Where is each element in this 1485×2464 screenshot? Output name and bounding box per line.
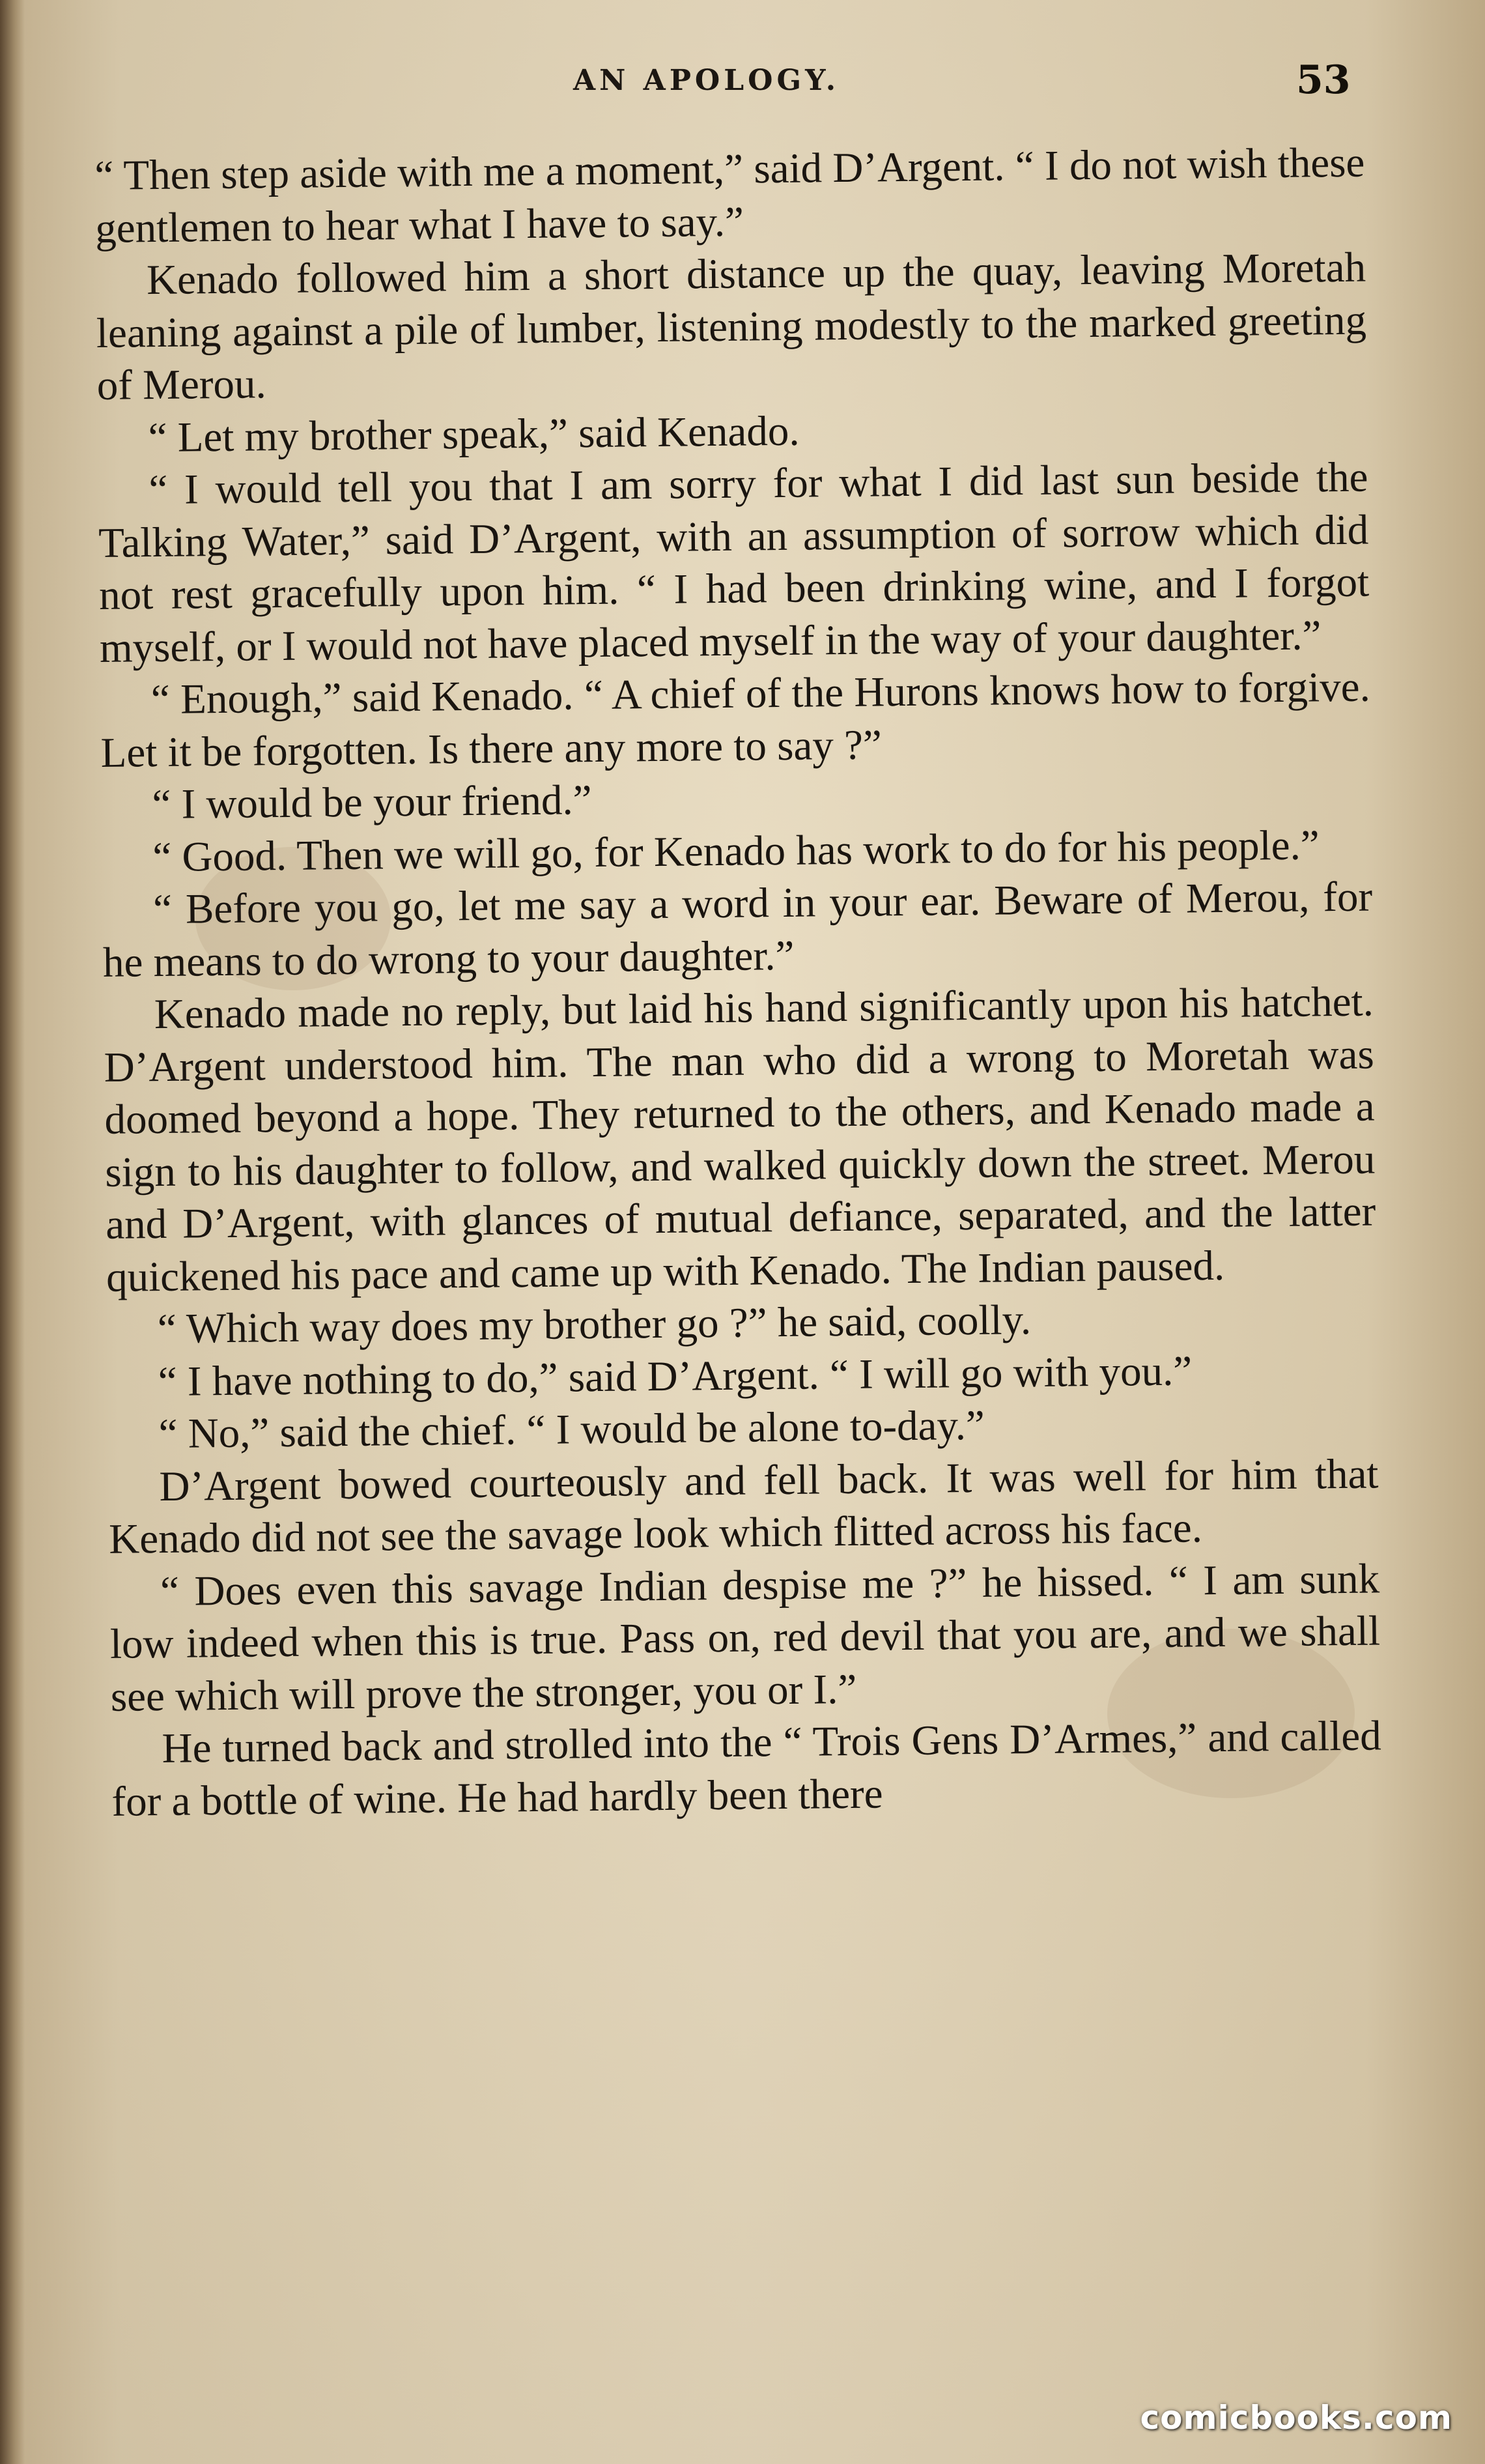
paragraph: “ Good. Then we will go, for Kenado has work to do for his people.” — [152, 821, 1320, 881]
paragraph: “ Let my brother speak,” said Kenado. — [148, 407, 800, 461]
running-head — [0, 57, 1485, 109]
header-title: AN APOLOGY. — [573, 64, 840, 97]
paragraph: “ Then step aside with me a moment,” said D’Argent. “ I do not wish these gentlemen to hear what I have to say.” — [94, 139, 1365, 252]
paragraph: “ Which way does my brother go ?” he said, coolly. — [157, 1296, 1032, 1353]
paragraph: “ I would be your friend.” — [152, 777, 592, 829]
page-number: 53 — [1296, 57, 1351, 103]
paragraph: “ Does even this savage Indian despise me ?” he hissed. “ I am sunk low indeed when this is true. Pass on, red devil that you are, and we shall see which will prove the stronger, you or I.” — [109, 1554, 1381, 1721]
paragraph: “ Before you go, let me say a word in your ear. Beware of Merou, for he means to do wrong to your daughter.” — [102, 873, 1373, 986]
paragraph: “ I have nothing to do,” said D’Argent. “ I will go with you.” — [158, 1347, 1193, 1405]
paragraph: Kenado followed him a short distance up the quay, leaving Moretah leaning against a pile of lumber, listening modestly to the marked greeting of Merou. — [96, 244, 1367, 409]
paragraph: “ No,” said the chief. “ I would be alone to-day.” — [158, 1401, 985, 1458]
paragraph: He turned back and strolled into the “ Trois Gens D’Armes,” and called for a bottle of wine. He had hardly been there — [111, 1712, 1381, 1826]
paragraph: “ I would tell you that I am sorry for what I did last sun beside the Talking Water,” said D’Argent, with an assumption of sorrow which did not rest gracefully upon him. “ I had been drinking wine, and I forgot myself, or I would not have placed myself in the way of your daughter.” — [98, 453, 1370, 672]
page-binding-edge — [0, 0, 25, 2464]
paragraph: D’Argent bowed courteously and fell back. It was well for him that Kenado did not see the savage look which flitted across his face. — [108, 1450, 1379, 1563]
body-text — [94, 137, 1382, 1828]
watermark: comicbooks.com — [1140, 2399, 1452, 2437]
paragraph: “ Enough,” said Kenado. “ A chief of the Hurons knows how to forgive. Let it be forgotten. Is there any more to say ?” — [100, 663, 1371, 777]
paragraph: Kenado made no reply, but laid his hand significantly upon his hatchet. D’Argent understood him. The man who did a wrong to Moretah was doomed beyond a hope. They returned to the others, and Kenado made a sign to his daughter to follow, and walked quickly down the street. Merou and D’Argent, with glances of mutual defiance, separated, and the latter quickened his pace and came up with Kenado. The Indian paused. — [104, 978, 1376, 1301]
